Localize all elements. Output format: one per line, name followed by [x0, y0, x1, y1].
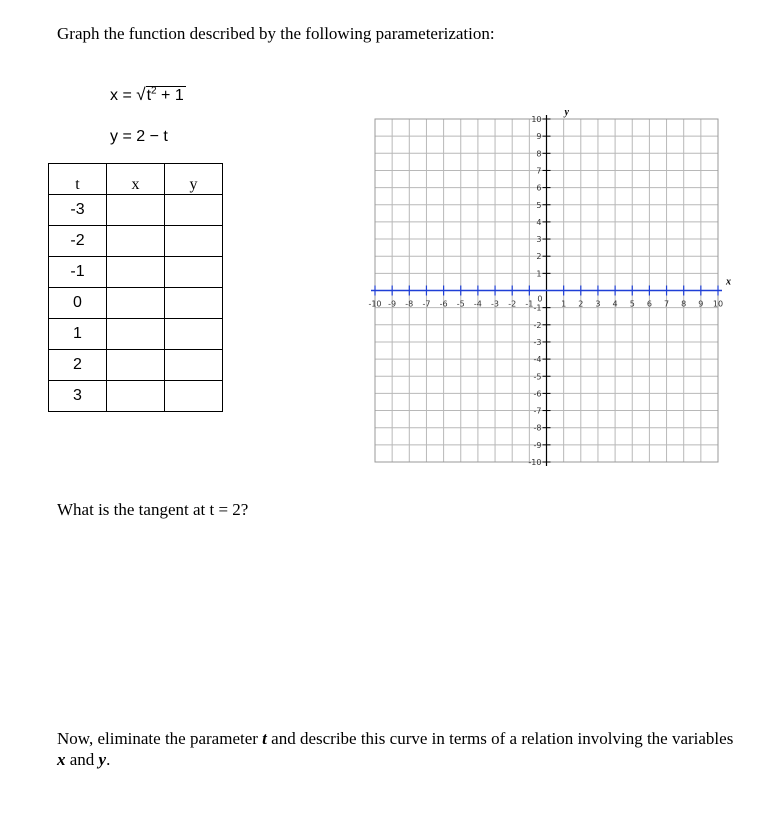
radicand-rest: + 1 — [156, 87, 184, 104]
equation-x-radicand — [146, 86, 186, 104]
table-row — [49, 288, 223, 319]
page-heading: Graph the function described by the following parameterization: — [57, 24, 495, 43]
header-y: y — [165, 164, 223, 195]
eliminate-text-1: Now, eliminate the parameter — [57, 729, 263, 748]
y-tick-label: 6 — [536, 183, 542, 193]
y-tick-label: -10 — [528, 458, 542, 467]
table-row — [49, 226, 223, 257]
x-tick-label: 2 — [578, 299, 584, 309]
equation-x — [110, 85, 186, 105]
t-cell: -2 — [49, 226, 107, 257]
y-cell[interactable] — [165, 381, 223, 412]
t-cell: 1 — [49, 319, 107, 350]
y-cell[interactable] — [165, 257, 223, 288]
x-cell[interactable] — [107, 319, 165, 350]
table-row — [49, 319, 223, 350]
y-tick-label: 10 — [531, 115, 542, 124]
x-tick-label: 3 — [595, 299, 601, 309]
x-cell[interactable] — [107, 288, 165, 319]
y-tick-label: -3 — [533, 337, 542, 347]
t-cell: 0 — [49, 288, 107, 319]
y-tick-label: 1 — [536, 269, 542, 279]
y-cell[interactable] — [165, 319, 223, 350]
x-cell[interactable] — [107, 381, 165, 412]
table-row — [49, 257, 223, 288]
x-tick-label: -5 — [456, 299, 465, 309]
t-cell: -3 — [49, 195, 107, 226]
header-x: x — [107, 164, 165, 195]
y-tick-label: 9 — [536, 132, 542, 142]
header-t: t — [49, 164, 107, 195]
y-cell[interactable] — [165, 350, 223, 381]
x-tick-label: -4 — [473, 299, 482, 309]
x-tick-label: -8 — [405, 299, 414, 309]
x-tick-label: 9 — [698, 299, 704, 309]
x-tick-label: -10 — [368, 299, 382, 309]
eliminate-text-3: and — [65, 750, 99, 769]
x-tick-label: -6 — [439, 299, 448, 309]
x-cell[interactable] — [107, 257, 165, 288]
x-tick-label: 4 — [612, 299, 618, 309]
x-tick-label: 5 — [629, 299, 635, 309]
x-tick-label: 8 — [681, 299, 687, 309]
x-cell[interactable] — [107, 195, 165, 226]
x-cell[interactable] — [107, 350, 165, 381]
y-cell[interactable] — [165, 226, 223, 257]
y-axis-label: y — [564, 107, 569, 118]
y-tick-label: -8 — [533, 423, 542, 433]
x-tick-label: 10 — [712, 299, 724, 309]
eliminate-var-x: x — [57, 750, 66, 769]
t-cell: 3 — [49, 381, 107, 412]
y-tick-label: -7 — [533, 406, 542, 416]
table-row — [49, 195, 223, 226]
x-tick-label: -3 — [491, 299, 500, 309]
radicand-base: t — [146, 87, 152, 104]
x-axis-label: x — [726, 276, 731, 288]
y-tick-label: 7 — [536, 166, 542, 176]
y-tick-label: 2 — [536, 252, 542, 262]
t-cell: -1 — [49, 257, 107, 288]
x-tick-label: -7 — [422, 299, 431, 309]
values-table — [48, 163, 223, 412]
x-tick-label: 7 — [664, 299, 670, 309]
t-cell: 2 — [49, 350, 107, 381]
eliminate-text-4: . — [106, 750, 111, 769]
sqrt-symbol: √ — [136, 85, 146, 104]
y-tick-label: -9 — [533, 440, 542, 450]
eliminate-var-t: t — [262, 729, 267, 748]
y-tick-label: 4 — [536, 217, 542, 227]
tangent-question: What is the tangent at t = 2? — [57, 500, 249, 519]
equation-y: y = 2 − t — [110, 128, 168, 145]
x-cell[interactable] — [107, 226, 165, 257]
table-row — [49, 350, 223, 381]
origin-label: 0 — [537, 294, 543, 304]
y-tick-label: -1 — [533, 303, 542, 313]
table-header-row — [49, 164, 223, 195]
y-tick-label: -5 — [533, 372, 542, 382]
x-tick-label: -2 — [508, 299, 517, 309]
y-tick-label: -4 — [533, 355, 542, 365]
y-tick-label: 8 — [536, 149, 542, 159]
y-tick-label: 5 — [536, 200, 542, 210]
radicand-exponent: 2 — [151, 85, 157, 97]
y-cell[interactable] — [165, 195, 223, 226]
table-row — [49, 381, 223, 412]
x-tick-label: -9 — [388, 299, 397, 309]
y-tick-label: -2 — [533, 320, 542, 330]
x-tick-label: -1 — [525, 299, 534, 309]
eliminate-var-y: y — [98, 750, 107, 769]
y-cell[interactable] — [165, 288, 223, 319]
eliminate-text-2: and describe this curve in terms of a relation involving the variables — [266, 729, 734, 748]
x-tick-label: 1 — [561, 299, 567, 309]
coordinate-grid[interactable] — [365, 105, 735, 470]
eliminate-question — [57, 728, 737, 770]
x-tick-label: 6 — [646, 299, 652, 309]
y-tick-label: 3 — [536, 235, 542, 245]
equation-x-lhs: x = — [110, 87, 137, 104]
y-tick-label: -6 — [533, 389, 542, 399]
